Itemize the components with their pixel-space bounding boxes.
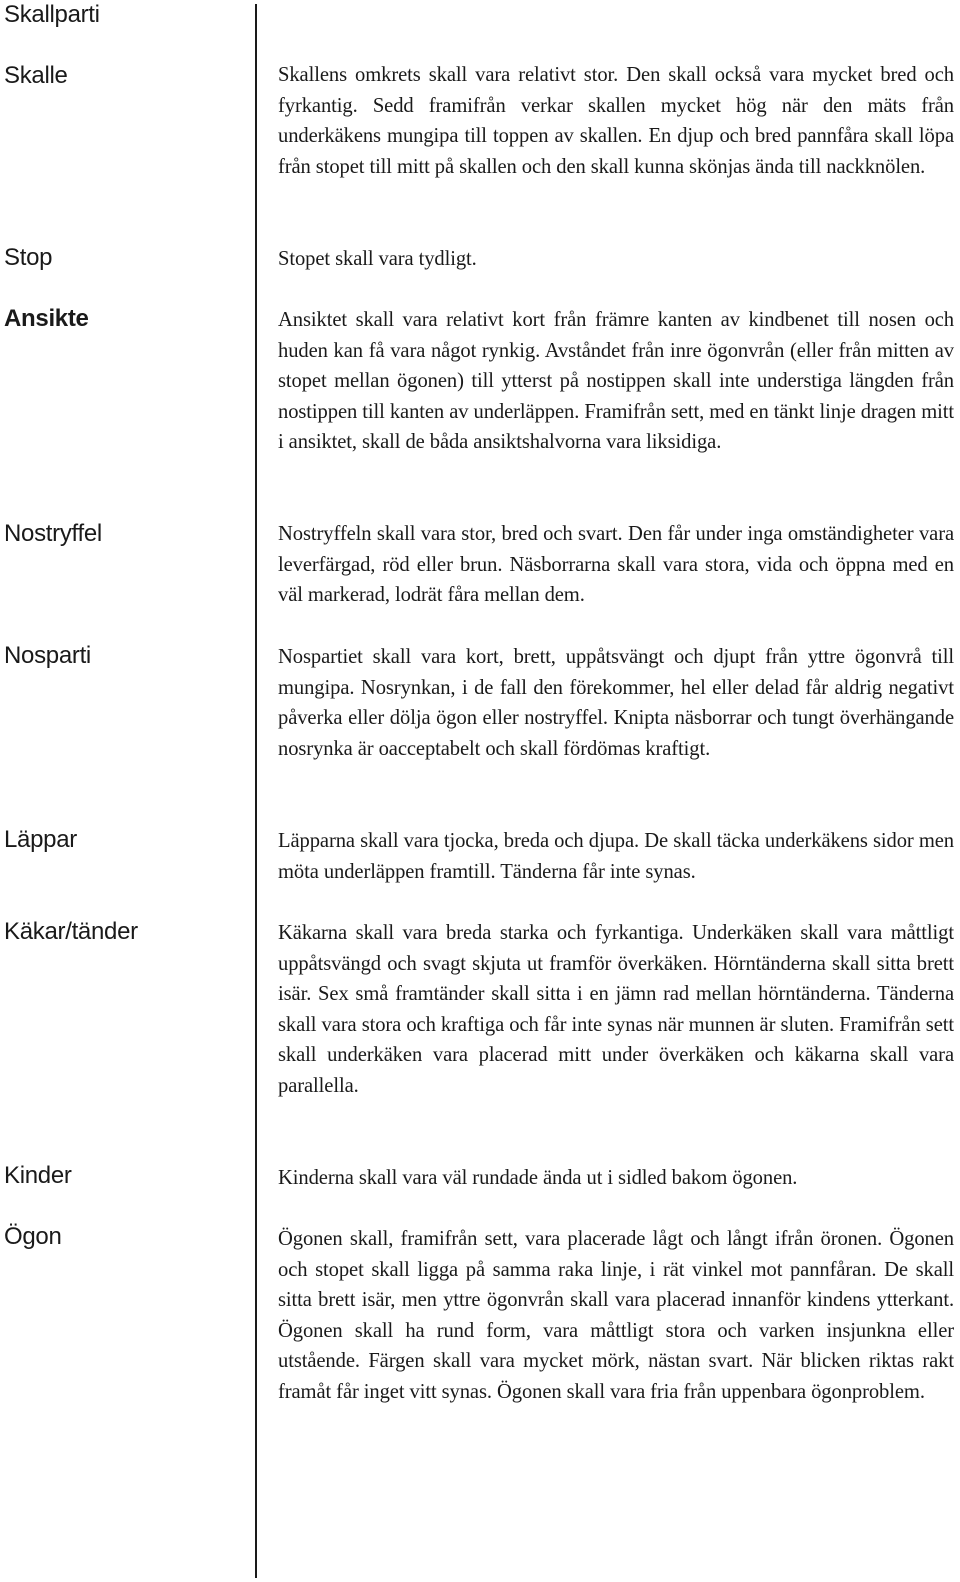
section-text-skalle: Skallens omkrets skall vara relativt stor. Den skall också vara mycket bred och fyrkantig. Sedd framifrån verkar skallen mycket hög när den mäts från underkäkens mungipa till toppen av skallen. En djup och bred pannfåra skall löpa från stopet till mitt på skallen och den skall kunna skönjas ända till nackknölen.	[278, 64, 954, 178]
section-label-kakar-tander: Käkar/tänder	[4, 918, 138, 945]
section-label-ansikte: Ansikte	[4, 305, 89, 332]
section-text-kinder: Kinderna skall vara väl rundade ända ut i sidled bakom ögonen.	[278, 1167, 798, 1189]
column-divider	[255, 4, 257, 1578]
section-text-nosparti: Nospartiet skall vara kort, brett, uppåtsvängt och djupt från yttre ögonvrå till mungipa. Nosrynkan, i de fall den förekommer, hel eller delad får aldrig negativt påverka eller dölja ögon eller nostryffel. Knipta näsborrar och tungt överhängande nosrynka är oacceptabelt och skall fördömas kraftigt.	[278, 646, 954, 760]
section-text-lappar: Läpparna skall vara tjocka, breda och djupa. De skall täcka underkäkens sidor men möta underläppen framtill. Tänderna får inte synas.	[278, 830, 954, 883]
section-label-kinder: Kinder	[4, 1162, 72, 1189]
section-label-nosparti: Nosparti	[4, 642, 91, 669]
section-text-stop: Stopet skall vara tydligt.	[278, 248, 477, 270]
page-title: Skallparti	[4, 1, 100, 28]
section-label-lappar: Läppar	[4, 826, 77, 853]
section-text-ansikte: Ansiktet skall vara relativt kort från främre kanten av kindbenet till nosen och huden kan få vara något rynkig. Avståndet från inre ögonvrån (eller från mitten av stopet mellan ögonen) till ytterst på nostippen skall inte understiga längden från nostippen till kanten av underläppen. Framifrån sett, med en tänkt linje dragen mitt i ansiktet, skall de båda ansiktshalvorna vara liksidiga.	[278, 309, 954, 454]
section-label-ogon: Ögon	[4, 1223, 62, 1250]
section-label-stop: Stop	[4, 244, 53, 271]
section-text-kakar-tander: Käkarna skall vara breda starka och fyrkantiga. Underkäken skall vara måttligt uppåtsvängd och svagt skjuta ut framför överkäken. Hörntänderna skall sitta brett isär. Sex små framtänder skall sitta i en jämn rad mellan hörntänderna. Tänderna skall vara stora och kraftiga och får inte synas när munnen är sluten. Framifrån sett skall underkäken vara placerad mitt under överkäken och käkarna skall vara parallella.	[278, 922, 954, 1097]
section-label-skalle: Skalle	[4, 62, 68, 89]
section-text-ogon: Ögonen skall, framifrån sett, vara placerade lågt och långt ifrån öronen. Ögonen och stopet skall ligga på samma raka linje, i rät vinkel mot pannfåran. De skall sitta brett isär, men yttre ögonvrån skall vara placerad innanför kindens ytterkant. Ögonen skall ha rund form, vara måttligt stora och varken insjunkna eller utstående. Färgen skall vara mycket mörk, nästan svart. När blicken riktas rakt framåt får inget vitt synas. Ögonen skall vara fria från uppenbara ögonproblem.	[278, 1228, 954, 1403]
section-text-nostryffel: Nostryffeln skall vara stor, bred och svart. Den får under inga omständigheter vara leverfärgad, röd eller brun. Näsborrarna skall vara stora, vida och öppna med en väl markerad, lodrät fåra mellan dem.	[278, 523, 954, 607]
section-label-nostryffel: Nostryffel	[4, 520, 102, 547]
